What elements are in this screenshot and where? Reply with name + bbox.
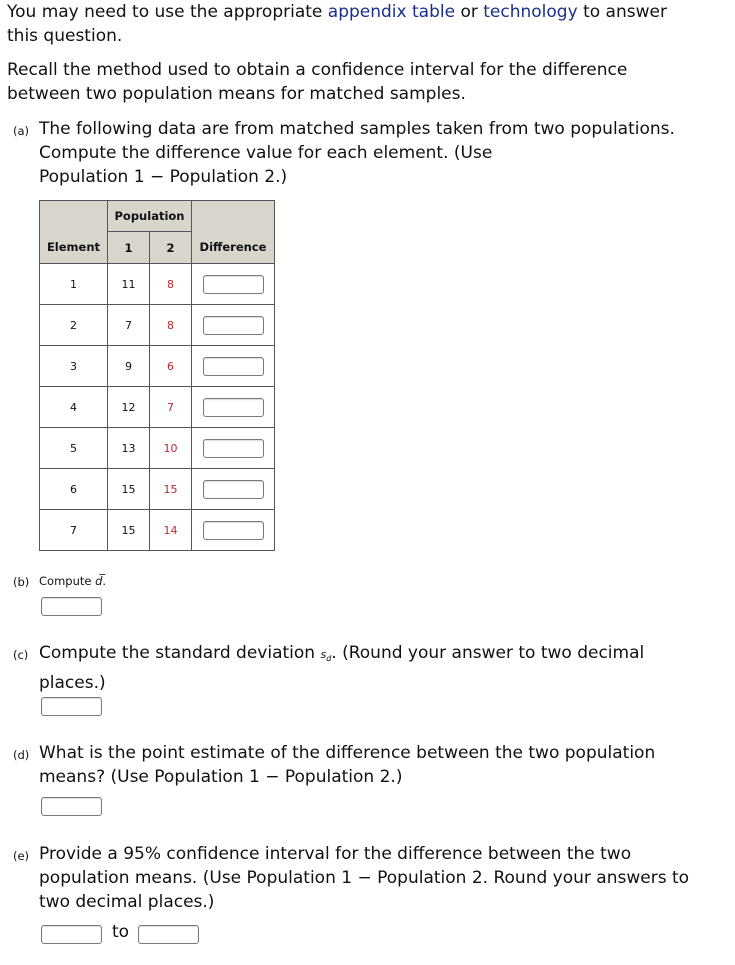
population-2-cell: 8 bbox=[150, 305, 192, 346]
population-1-cell: 7 bbox=[108, 305, 150, 346]
ci-lower-input[interactable] bbox=[41, 925, 102, 944]
population-2-cell: 6 bbox=[150, 346, 192, 387]
part-d-line-1: What is the point estimate of the difference between the two population bbox=[39, 743, 656, 763]
table-row bbox=[40, 346, 275, 387]
population-1-cell: 15 bbox=[108, 469, 150, 510]
part-d-label: (d) bbox=[13, 748, 30, 762]
part-d-question bbox=[39, 741, 655, 789]
difference-input-3[interactable] bbox=[203, 357, 264, 376]
recall-line-1: Recall the method used to obtain a confidence interval for the difference bbox=[7, 60, 628, 80]
table-header-blank bbox=[192, 201, 275, 232]
table-header-population-1: 1 bbox=[108, 232, 150, 264]
population-1-cell: 15 bbox=[108, 510, 150, 551]
population-2-cell: 10 bbox=[150, 428, 192, 469]
table-header-element: Element bbox=[40, 232, 108, 264]
part-e-question bbox=[39, 842, 689, 914]
population-2-cell: 15 bbox=[150, 469, 192, 510]
table-header-blank bbox=[40, 201, 108, 232]
intro-text-part: or bbox=[455, 2, 484, 22]
part-c-line-1 bbox=[39, 641, 644, 671]
difference-cell bbox=[192, 428, 275, 469]
difference-input-4[interactable] bbox=[203, 398, 264, 417]
table-header-difference: Difference bbox=[192, 232, 275, 264]
part-b-period: . bbox=[102, 574, 107, 588]
difference-input-1[interactable] bbox=[203, 275, 264, 294]
part-a-label: (a) bbox=[13, 124, 30, 138]
sd-symbol-s: s bbox=[320, 648, 327, 661]
part-b-label: (b) bbox=[13, 575, 30, 589]
table-row bbox=[40, 469, 275, 510]
population-1-cell: 12 bbox=[108, 387, 150, 428]
population-1-cell: 13 bbox=[108, 428, 150, 469]
difference-cell bbox=[192, 264, 275, 305]
d-bar-input[interactable] bbox=[41, 597, 102, 616]
table-row bbox=[40, 387, 275, 428]
difference-input-6[interactable] bbox=[203, 480, 264, 499]
part-c-text: . (Round your answer to two decimal bbox=[331, 643, 645, 663]
recall-line-2: between two population means for matched samples. bbox=[7, 84, 466, 104]
part-c-label: (c) bbox=[13, 648, 29, 662]
element-cell: 3 bbox=[40, 346, 108, 387]
table-row bbox=[40, 510, 275, 551]
to-label: to bbox=[112, 922, 130, 942]
population-1-cell: 11 bbox=[108, 264, 150, 305]
sd-symbol-subscript: d bbox=[326, 654, 332, 664]
part-e-line-2: population means. (Use Population 1 − Population 2. Round your answers to bbox=[39, 868, 690, 888]
table-header-population: Population bbox=[108, 201, 192, 232]
part-a-line-2: Compute the difference value for each element. (Use bbox=[39, 143, 493, 163]
difference-cell bbox=[192, 510, 275, 551]
element-cell: 1 bbox=[40, 264, 108, 305]
difference-cell bbox=[192, 469, 275, 510]
sd-symbol bbox=[320, 648, 332, 664]
intro-line-2: this question. bbox=[7, 26, 123, 46]
part-b-question bbox=[39, 574, 106, 588]
difference-cell bbox=[192, 387, 275, 428]
difference-input-7[interactable] bbox=[203, 521, 264, 540]
table-header-population-2: 2 bbox=[150, 232, 192, 264]
appendix-table-link[interactable]: appendix table bbox=[327, 2, 456, 22]
population-2-cell: 7 bbox=[150, 387, 192, 428]
difference-cell bbox=[192, 346, 275, 387]
part-a-question bbox=[39, 117, 675, 189]
difference-input-2[interactable] bbox=[203, 316, 264, 335]
recall-text bbox=[7, 58, 627, 106]
part-e-line-1: Provide a 95% confidence interval for the difference between the two bbox=[39, 844, 632, 864]
part-a-line-3: Population 1 − Population 2.) bbox=[39, 167, 288, 187]
element-cell: 2 bbox=[40, 305, 108, 346]
part-e-label: (e) bbox=[13, 849, 30, 863]
technology-link[interactable]: technology bbox=[483, 2, 578, 22]
part-a-line-1: The following data are from matched samples taken from two populations. bbox=[39, 119, 675, 139]
part-c-line-2: places.) bbox=[39, 673, 106, 694]
std-dev-input[interactable] bbox=[41, 697, 102, 716]
element-cell: 4 bbox=[40, 387, 108, 428]
population-2-cell: 14 bbox=[150, 510, 192, 551]
matched-samples-table bbox=[39, 200, 275, 551]
element-cell: 5 bbox=[40, 428, 108, 469]
table-row bbox=[40, 264, 275, 305]
population-1-cell: 9 bbox=[108, 346, 150, 387]
part-b-text: Compute bbox=[39, 574, 96, 588]
intro-text-part: to answer bbox=[577, 2, 667, 22]
point-estimate-input[interactable] bbox=[41, 797, 102, 816]
intro-text-part: You may need to use the appropriate bbox=[7, 2, 328, 22]
intro-line-1 bbox=[7, 0, 667, 24]
intro-text bbox=[7, 0, 667, 48]
part-d-line-2: means? (Use Population 1 − Population 2.) bbox=[39, 767, 403, 787]
element-cell: 7 bbox=[40, 510, 108, 551]
element-cell: 6 bbox=[40, 469, 108, 510]
difference-input-5[interactable] bbox=[203, 439, 264, 458]
part-c-text: Compute the standard deviation bbox=[39, 643, 321, 663]
d-bar-symbol: d̅ bbox=[95, 574, 103, 588]
population-2-cell: 8 bbox=[150, 264, 192, 305]
table-row bbox=[40, 428, 275, 469]
difference-cell bbox=[192, 305, 275, 346]
ci-upper-input[interactable] bbox=[138, 925, 199, 944]
part-c-question bbox=[39, 641, 644, 695]
part-e-line-3: two decimal places.) bbox=[39, 892, 215, 912]
table-row bbox=[40, 305, 275, 346]
